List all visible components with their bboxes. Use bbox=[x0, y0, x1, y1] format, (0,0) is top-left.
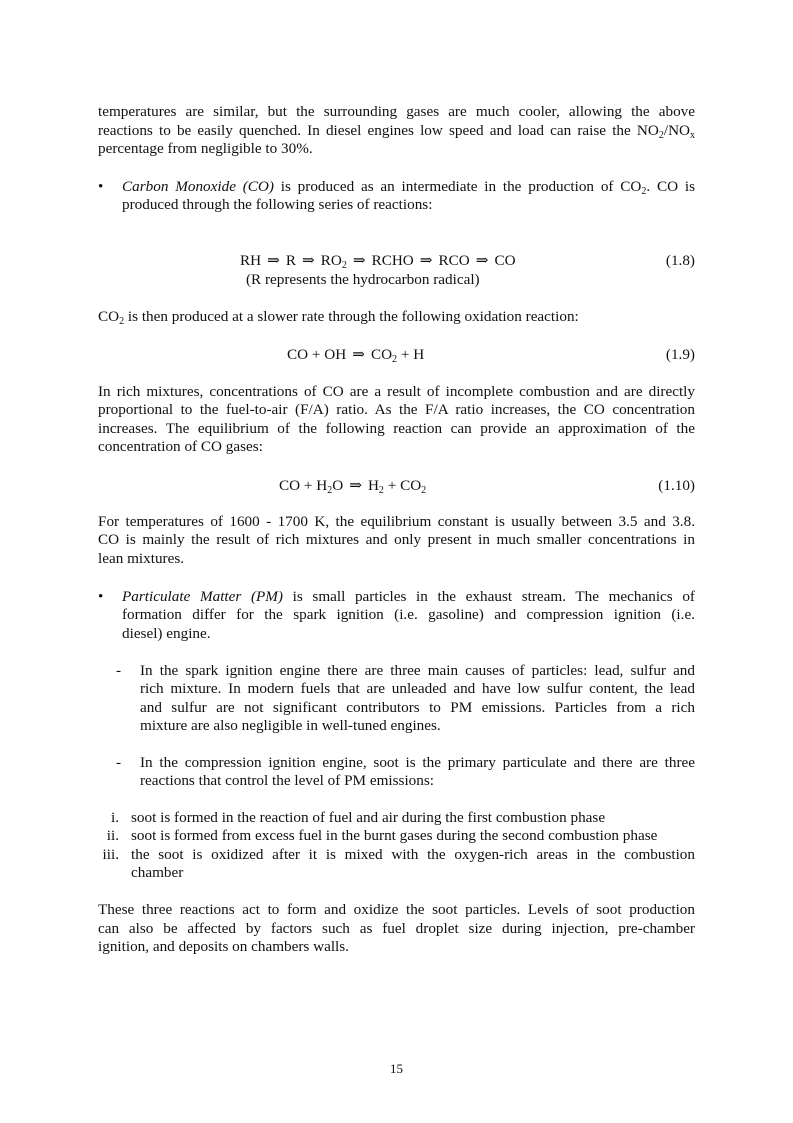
list-item-text: soot is formed in the reaction of fuel and air during the first combustion phase bbox=[131, 809, 606, 826]
bullet-pm: • bbox=[98, 588, 104, 605]
page-number: 15 bbox=[390, 1061, 403, 1076]
list-item-text: soot is formed from excess fuel in the burnt gases during the second combustion phase bbox=[131, 827, 658, 844]
ci-line1: In the compression ignition engine, soot is the primary particulate and there are three bbox=[140, 754, 695, 771]
para-temp-line1: For temperatures of 1600 - 1700 K, the equilibrium constant is usually between 3.5 and 3.8. bbox=[98, 513, 695, 530]
para-rich-line1: In rich mixtures, concentrations of CO are a result of incomplete combustion and are directly bbox=[98, 383, 695, 400]
para-soot-line3: ignition, and deposits on chambers walls. bbox=[98, 938, 349, 955]
equation-number-1-8: (1.8) bbox=[665, 252, 695, 269]
bullet-co: • bbox=[98, 178, 104, 195]
para-soot-line2: can also be affected by factors such as fuel droplet size during injection, pre-chamber bbox=[98, 920, 695, 937]
para-rich-line3: increases. The equilibrium of the following reaction can provide an approximation of the bbox=[98, 420, 695, 437]
equation-1-9: CO + OH ⇒ $CO_2 + H$ bbox=[287, 346, 425, 365]
equation-1-8: RH ⇒ R ⇒ $RO_2$ ⇒ RCHO ⇒ RCO ⇒ CO bbox=[240, 252, 516, 271]
si-line2: rich mixture. In modern fuels that are unleaded and have low sulfur content, the lead bbox=[140, 680, 695, 697]
co-line2: produced through the following series of reactions: bbox=[122, 196, 433, 213]
list-item-text: the soot is oxidized after it is mixed with the oxygen-rich areas in the combustion bbox=[131, 846, 695, 863]
para-nox-line1: temperatures are similar, but the surrounding gases are much cooler, allowing the above bbox=[98, 103, 695, 120]
para-soot-line1: These three reactions act to form and oxidize the soot particles. Levels of soot production bbox=[98, 901, 695, 918]
pm-line3: diesel) engine. bbox=[122, 625, 211, 642]
si-line3: and sulfur are not significant contributors to PM emissions. Particles from a rich bbox=[140, 699, 695, 716]
para-temp-line2: CO is mainly the result of rich mixtures and only present in much smaller concentrations in bbox=[98, 531, 695, 548]
si-line1: In the spark ignition engine there are three main causes of particles: lead, sulfur and bbox=[140, 662, 695, 679]
equation-number-1-9: (1.9) bbox=[665, 346, 695, 363]
pm-line1: Particulate Matter (PM) is small particles in the exhaust stream. The mechanics of bbox=[122, 588, 695, 605]
para-rich-line2: proportional to the fuel-to-air (F/A) ratio. As the F/A ratio increases, the CO concentration bbox=[98, 401, 695, 418]
para-nox-line3: percentage from negligible to 30%. bbox=[98, 140, 313, 157]
pm-line2: formation differ for the spark ignition (i.e. gasoline) and compression ignition (i.e. bbox=[122, 606, 695, 623]
co-line1: Carbon Monoxide (CO) is produced as an intermediate in the production of $CO_2$. CO is bbox=[122, 178, 695, 197]
equation-number-1-10: (1.10) bbox=[658, 477, 695, 494]
list-item-text-cont: chamber bbox=[131, 864, 184, 881]
para-co2: $CO_2$ is then produced at a slower rate through the following oxidation reaction: bbox=[98, 308, 579, 327]
dash-spark-ignition: - bbox=[116, 662, 122, 679]
equation-1-8-note: (R represents the hydrocarbon radical) bbox=[246, 271, 480, 288]
ci-line2: reactions that control the level of PM emissions: bbox=[140, 772, 434, 789]
list-item-number: i. bbox=[110, 809, 119, 826]
list-item-number: ii. bbox=[106, 827, 119, 844]
para-nox-line2: reactions to be easily quenched. In diesel engines low speed and load can raise the $NO_2/NO_x$ bbox=[98, 122, 695, 141]
para-temp-line3: lean mixtures. bbox=[98, 550, 185, 567]
dash-compression-ignition: - bbox=[116, 754, 122, 771]
list-item-number: iii. bbox=[102, 846, 119, 863]
si-line4: mixture are also negligible in well-tuned engines. bbox=[140, 717, 441, 734]
para-rich-line4: concentration of CO gases: bbox=[98, 438, 263, 455]
equation-1-10: CO + $H_2O$ ⇒ $H_2 + CO_2$ bbox=[279, 477, 427, 496]
